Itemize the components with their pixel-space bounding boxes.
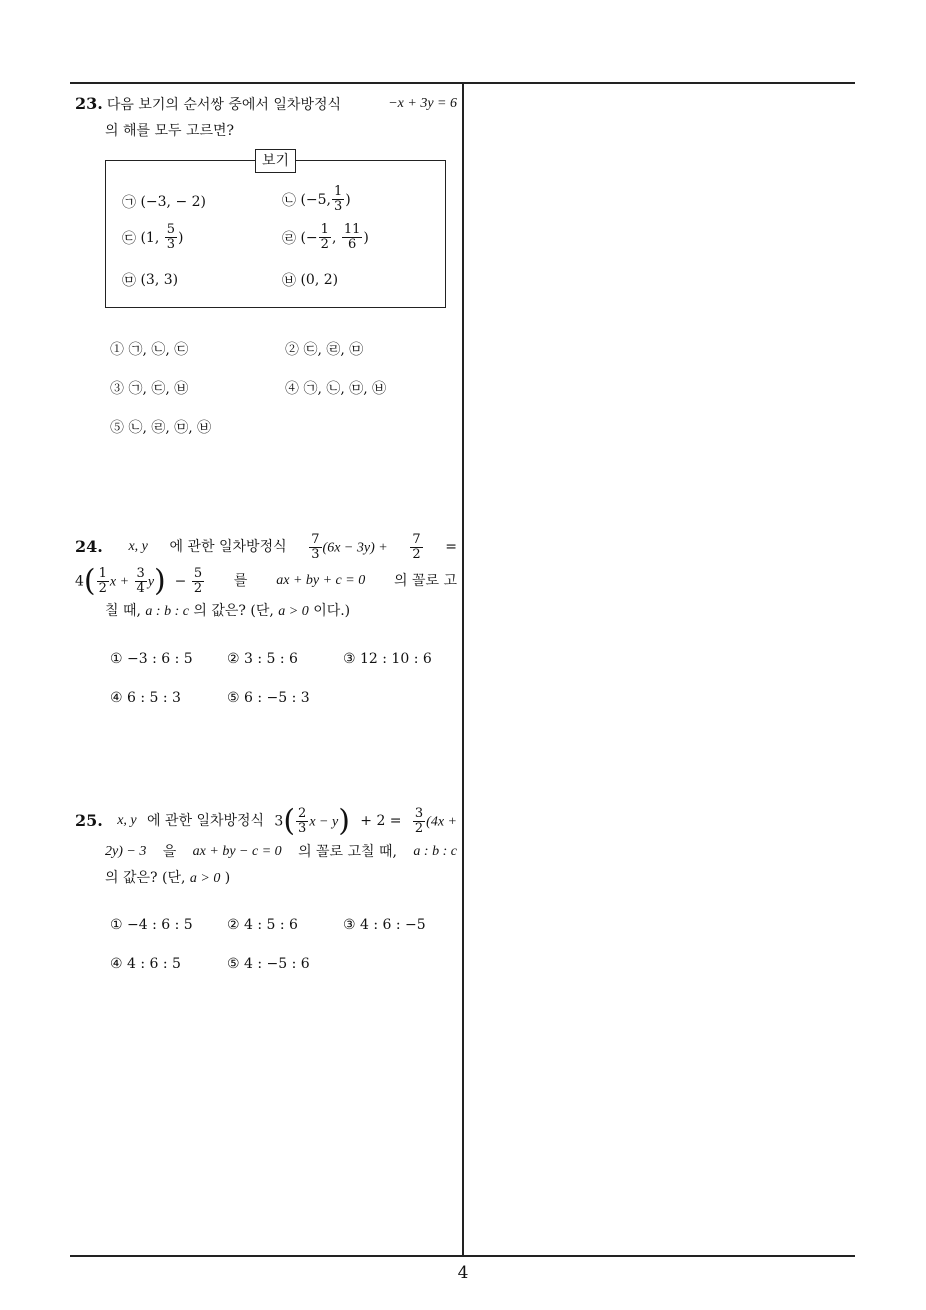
q24-frac-1-2: $\frac{1}{2}$: [98, 565, 107, 596]
q23-option-4[interactable]: ④ ㉠, ㉡, ㉤, ㉥: [285, 381, 387, 397]
q25-number: 25.: [75, 811, 103, 830]
q24-option-1[interactable]: ① −3 : 6 : 5: [110, 651, 193, 667]
q25-expr1: 2y) − 3: [105, 844, 147, 859]
q23-bogi-d-frac1: $\frac{1}{2}$: [320, 222, 329, 252]
q23-bogi-b-frac: $\frac{1}{3}$: [334, 184, 343, 214]
q25-plus-two: + 2 =: [360, 813, 402, 829]
q23-bogi-d-pre: (−: [300, 229, 318, 246]
q23-option-1[interactable]: ① ㉠, ㉡, ㉢: [110, 342, 189, 358]
q23-bogi-b-pre: (−5,: [300, 191, 332, 208]
q24-four: 4: [75, 573, 84, 589]
q25-line3-text2: ): [224, 870, 231, 886]
q23-bogi-f-text: (0, 2): [300, 272, 339, 288]
q24-minus: −: [174, 573, 187, 589]
q25-option-5[interactable]: ⑤ 4 : −5 : 6: [227, 956, 310, 972]
q25-stem: 25. x, y 에 관한 일차방정식 3( $\frac{2}{3}$ x − y) + 2 = $\frac{3}{2}$ (4x + 2y) − 3 을 ax + by − c = 0 의 꼴로 고칠 때, a : b : c 의 값은? (단, a > 0 ): [75, 803, 457, 886]
q25-option-1[interactable]: ① −4 : 6 : 5: [110, 917, 193, 933]
q25-tail: (4x +: [426, 814, 457, 829]
q24-line1-expr: (6x − 3y) +: [322, 540, 388, 555]
q25-frac-2-3: $\frac{2}{3}$: [298, 805, 307, 836]
q23-bogi-item-e: [122, 270, 178, 290]
q24-condition: a > 0: [278, 604, 309, 619]
q24-vars: x, y: [128, 539, 148, 554]
q25-condition: a > 0: [189, 871, 221, 886]
q23-bogi-e-label: ㉤: [122, 273, 136, 289]
q24-line1-eq: =: [445, 539, 457, 555]
q23-bogi-d-label: ㉣: [282, 230, 296, 247]
q24-line1-text: 에 관한 일차방정식: [169, 539, 287, 555]
q23-bogi-title: 보기: [255, 149, 296, 173]
q23-bogi-d-mid: ,: [331, 229, 337, 246]
q23-bogi-f-label: ㉥: [282, 273, 296, 289]
q24-frac-7-3: $\frac{7}{3}$: [311, 531, 320, 562]
q24-ratio: a : b : c: [145, 604, 189, 619]
q24-line3-text2: 의 값은? (단,: [193, 603, 274, 619]
q24-option-3[interactable]: ③ 12 : 10 : 6: [343, 651, 432, 667]
q23-bogi-a-label: ㉠: [122, 195, 136, 211]
q23-bogi-a-text: (−3, − 2): [140, 194, 207, 210]
q23-stem-line2: 의 해를 모두 고르면?: [105, 123, 235, 139]
q23-option-2[interactable]: ② ㉢, ㉣, ㉤: [285, 342, 364, 358]
page-number: 4: [457, 1263, 469, 1283]
q23-bogi-item-b: [282, 185, 351, 214]
q24-option-5[interactable]: ⑤ 6 : −5 : 3: [227, 690, 310, 706]
q23-number: 23.: [75, 94, 103, 113]
q25-line2-text1: 을: [162, 844, 177, 860]
q25-line3-text1: 의 값은? (단,: [105, 870, 186, 886]
q24-line3-text3: 이다.): [313, 603, 351, 619]
q24-general-form: ax + by + c = 0: [276, 573, 366, 588]
q23-equation: −x + 3y = 6: [388, 96, 457, 111]
q25-option-3[interactable]: ③ 4 : 6 : −5: [343, 917, 426, 933]
q23-bogi-b-label: ㉡: [282, 192, 296, 209]
q23-bogi-c-post: ): [178, 229, 184, 246]
q24-option-2[interactable]: ② 3 : 5 : 6: [227, 651, 298, 667]
q25-inner-expr: x − y: [309, 814, 339, 829]
q24-stem: 24. x, y 에 관한 일차방정식 $\frac{7}{3}$ (6x − 3y) + $\frac{7}{2}$ = 4( $\frac{1}{2}$ x + $\frac{3}{4}$ y) − $\frac{5}{2}$ 를 ax + by + c = 0 의 꼴로 고 칠 때, a : b : c 의 값은? (단, a > 0 이다.): [75, 531, 457, 619]
q23-bogi-item-d: [282, 223, 369, 252]
q25-option-2[interactable]: ② 4 : 5 : 6: [227, 917, 298, 933]
q23-stem-line1: 다음 보기의 순서쌍 중에서 일차방정식: [106, 97, 342, 113]
q24-x-term: x +: [109, 574, 130, 589]
q24-frac-5-2: $\frac{5}{2}$: [193, 565, 203, 596]
q23-stem: [75, 91, 457, 144]
q25-line2-text2: 의 꼴로 고칠 때,: [298, 844, 398, 860]
q23-bogi-e-text: (3, 3): [140, 272, 179, 288]
q25-three: 3: [274, 813, 284, 829]
q24-option-4[interactable]: ④ 6 : 5 : 3: [110, 690, 181, 706]
q25-ratio: a : b : c: [413, 844, 457, 859]
q23-bogi-item-f: [282, 270, 338, 290]
q24-line3-text1: 칠 때,: [105, 603, 141, 619]
q24-line2-text2: 의 꼴로 고: [394, 573, 457, 589]
q23-bogi-c-frac: $\frac{5}{3}$: [166, 222, 176, 252]
q25-frac-3-2: $\frac{3}{2}$: [414, 805, 424, 836]
q23-bogi-b-post: ): [345, 191, 351, 208]
q23-bogi-c-pre: (1,: [140, 229, 160, 246]
q24-line2-text1: 를: [233, 573, 248, 589]
q23-bogi-d-post: ): [363, 229, 369, 246]
q23-bogi-d-frac2: $\frac{11}{6}$: [343, 222, 361, 252]
column-divider: [462, 82, 464, 1257]
q23-bogi-c-label: ㉢: [122, 230, 136, 247]
q25-general-form: ax + by − c = 0: [192, 844, 282, 859]
q24-frac-7-2: $\frac{7}{2}$: [412, 531, 421, 562]
q25-vars: x, y: [117, 813, 137, 828]
q24-frac-3-4: $\frac{3}{4}$: [136, 565, 145, 596]
q23-bogi-item-c: [122, 223, 183, 252]
q24-y-term: y: [147, 574, 155, 589]
q25-option-4[interactable]: ④ 4 : 6 : 5: [110, 956, 181, 972]
bottom-rule: [70, 1255, 855, 1257]
q23-option-5[interactable]: ⑤ ㉡, ㉣, ㉤, ㉥: [110, 420, 212, 436]
q24-number: 24.: [75, 537, 103, 556]
q25-line1-text: 에 관한 일차방정식: [146, 813, 265, 829]
q23-option-3[interactable]: ③ ㉠, ㉢, ㉥: [110, 381, 189, 397]
q23-bogi-item-a: [122, 192, 206, 212]
